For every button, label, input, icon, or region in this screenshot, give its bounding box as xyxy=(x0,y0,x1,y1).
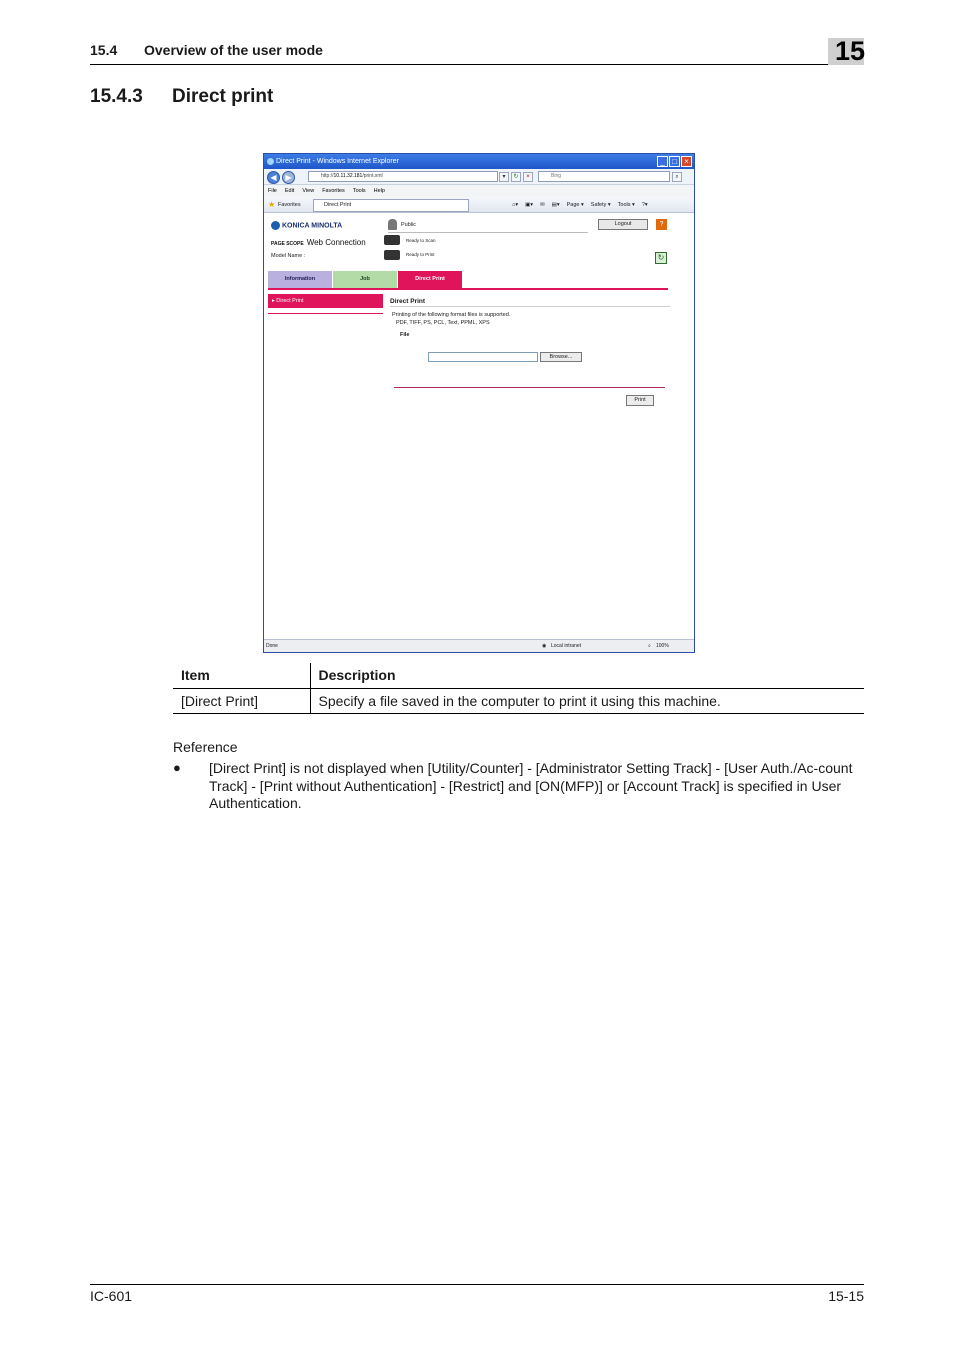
status-zoom[interactable]: 100% xyxy=(656,643,669,649)
user-label: Public xyxy=(401,222,416,228)
command-bar xyxy=(512,197,655,213)
stop-icon[interactable]: × xyxy=(523,172,533,182)
tab-job[interactable]: Job xyxy=(333,271,397,288)
safety-menu[interactable]: Safety ▾ xyxy=(590,202,611,208)
browse-button[interactable]: Browse... xyxy=(540,352,582,362)
section-title: Overview of the user mode xyxy=(144,42,323,58)
section-header xyxy=(90,42,323,58)
file-label: File xyxy=(400,332,410,338)
content-separator xyxy=(394,387,665,388)
help-icon[interactable]: ?▾ xyxy=(641,202,648,208)
ie-logo-icon xyxy=(267,158,274,165)
scan-status: Ready to Scan xyxy=(406,238,436,243)
menu-tools[interactable]: Tools xyxy=(352,188,366,194)
reference-text: [Direct Print] is not displayed when [Utility/Counter] - [Administrator Setting Track] - [User Auth./Ac-count Track] - [Print without Authentication] - [Restrict] and [ON(MFP)] or [Account Track] is specified in User Authentication. xyxy=(209,760,853,811)
browser-screenshot xyxy=(263,153,695,653)
user-icon xyxy=(388,219,397,230)
brand-globe-icon xyxy=(271,221,280,230)
table-row xyxy=(173,688,864,713)
reference-label: Reference xyxy=(173,739,238,755)
logout-button[interactable]: Logout xyxy=(598,219,648,230)
bullet-icon: ● xyxy=(173,760,181,775)
maximize-icon[interactable]: □ xyxy=(669,156,680,167)
status-bar xyxy=(264,639,694,652)
file-input[interactable] xyxy=(428,352,538,362)
header-rule xyxy=(90,64,864,65)
column-header-description: Description xyxy=(310,663,864,688)
model-name: Model Name : xyxy=(271,253,306,259)
home-icon[interactable]: ⌂▾ xyxy=(512,202,519,208)
menu-favorites[interactable]: Favorites xyxy=(322,188,345,194)
browser-tab[interactable]: Direct Print xyxy=(313,199,469,212)
print-icon[interactable]: ▤▾ xyxy=(551,202,560,208)
favorites-star-icon[interactable]: ★ xyxy=(268,200,276,209)
tab-direct-print[interactable]: Direct Print xyxy=(398,271,462,288)
feeds-icon[interactable]: ▣▾ xyxy=(525,202,534,208)
refresh-button[interactable]: ↻ xyxy=(655,252,667,264)
window-title: Direct Print - Windows Internet Explorer xyxy=(276,158,399,165)
footer-rule xyxy=(90,1284,864,1285)
menu-view[interactable]: View xyxy=(302,188,315,194)
minimize-icon[interactable]: _ xyxy=(657,156,668,167)
heading-title: Direct print xyxy=(172,86,274,107)
support-text: Printing of the following format files is supported. xyxy=(392,312,511,318)
sidebar-item-direct-print[interactable]: ▸ Direct Print xyxy=(268,294,383,308)
print-status: Ready to Print xyxy=(406,252,435,257)
tools-menu[interactable]: Tools ▾ xyxy=(617,202,635,208)
page-title xyxy=(90,86,273,108)
refresh-icon[interactable]: ↻ xyxy=(511,172,521,182)
close-icon[interactable]: × xyxy=(681,156,692,167)
scanner-icon xyxy=(384,235,400,245)
address-bar xyxy=(264,169,694,185)
table-header-row xyxy=(173,663,864,688)
section-number: 15.4 xyxy=(90,42,118,58)
zoom-icon[interactable]: ⌕ xyxy=(648,643,651,649)
formats-text: PDF, TIFF, PS, PCL, Text, PPML, XPS xyxy=(396,320,490,326)
content-title: Direct Print xyxy=(390,298,426,305)
forward-icon[interactable]: ▶ xyxy=(282,171,295,184)
status-done: Done xyxy=(266,643,278,649)
favorites-label[interactable]: Favorites xyxy=(278,202,301,208)
product-name: PAGE SCOPE Web Connection xyxy=(271,238,366,247)
brand-logo: KONICA MINOLTA xyxy=(271,221,342,230)
menu-help[interactable]: Help xyxy=(373,188,385,194)
table-cell-item: [Direct Print] xyxy=(173,688,310,713)
print-button[interactable]: Print xyxy=(626,395,654,406)
mail-icon[interactable]: ✉ xyxy=(540,202,545,208)
menu-edit[interactable]: Edit xyxy=(284,188,295,194)
chapter-number: 15 xyxy=(835,36,866,66)
help-button[interactable]: ? xyxy=(656,219,667,230)
user-rule xyxy=(388,232,588,233)
page-menu[interactable]: Page ▾ xyxy=(566,202,584,208)
status-zone: Local intranet xyxy=(551,643,582,649)
back-icon[interactable]: ◀ xyxy=(267,171,280,184)
sidebar-rule xyxy=(268,313,383,314)
address-input[interactable]: http://10.11.32.181/print.xml xyxy=(308,171,498,182)
window-titlebar xyxy=(264,154,694,169)
tab-information[interactable]: Information xyxy=(268,271,332,288)
search-icon[interactable]: ⌕ xyxy=(672,172,682,182)
column-header-item: Item xyxy=(173,663,310,688)
footer-model: IC-601 xyxy=(90,1288,133,1304)
web-page xyxy=(266,213,692,639)
menu-bar xyxy=(264,185,694,197)
search-input[interactable]: Bing xyxy=(538,171,670,182)
zone-globe-icon: ◉ xyxy=(542,643,547,649)
favorites-bar xyxy=(264,197,694,213)
menu-file[interactable]: File xyxy=(268,188,277,194)
heading-number: 15.4.3 xyxy=(90,86,143,107)
content-title-rule xyxy=(390,306,670,307)
tab-rule xyxy=(268,288,668,290)
printer-icon xyxy=(384,250,400,260)
dropdown-icon[interactable]: ▾ xyxy=(499,172,509,182)
table-cell-description: Specify a file saved in the computer to print it using this machine. xyxy=(310,688,864,713)
footer-page-number: 15-15 xyxy=(828,1288,864,1304)
description-table xyxy=(173,663,864,714)
